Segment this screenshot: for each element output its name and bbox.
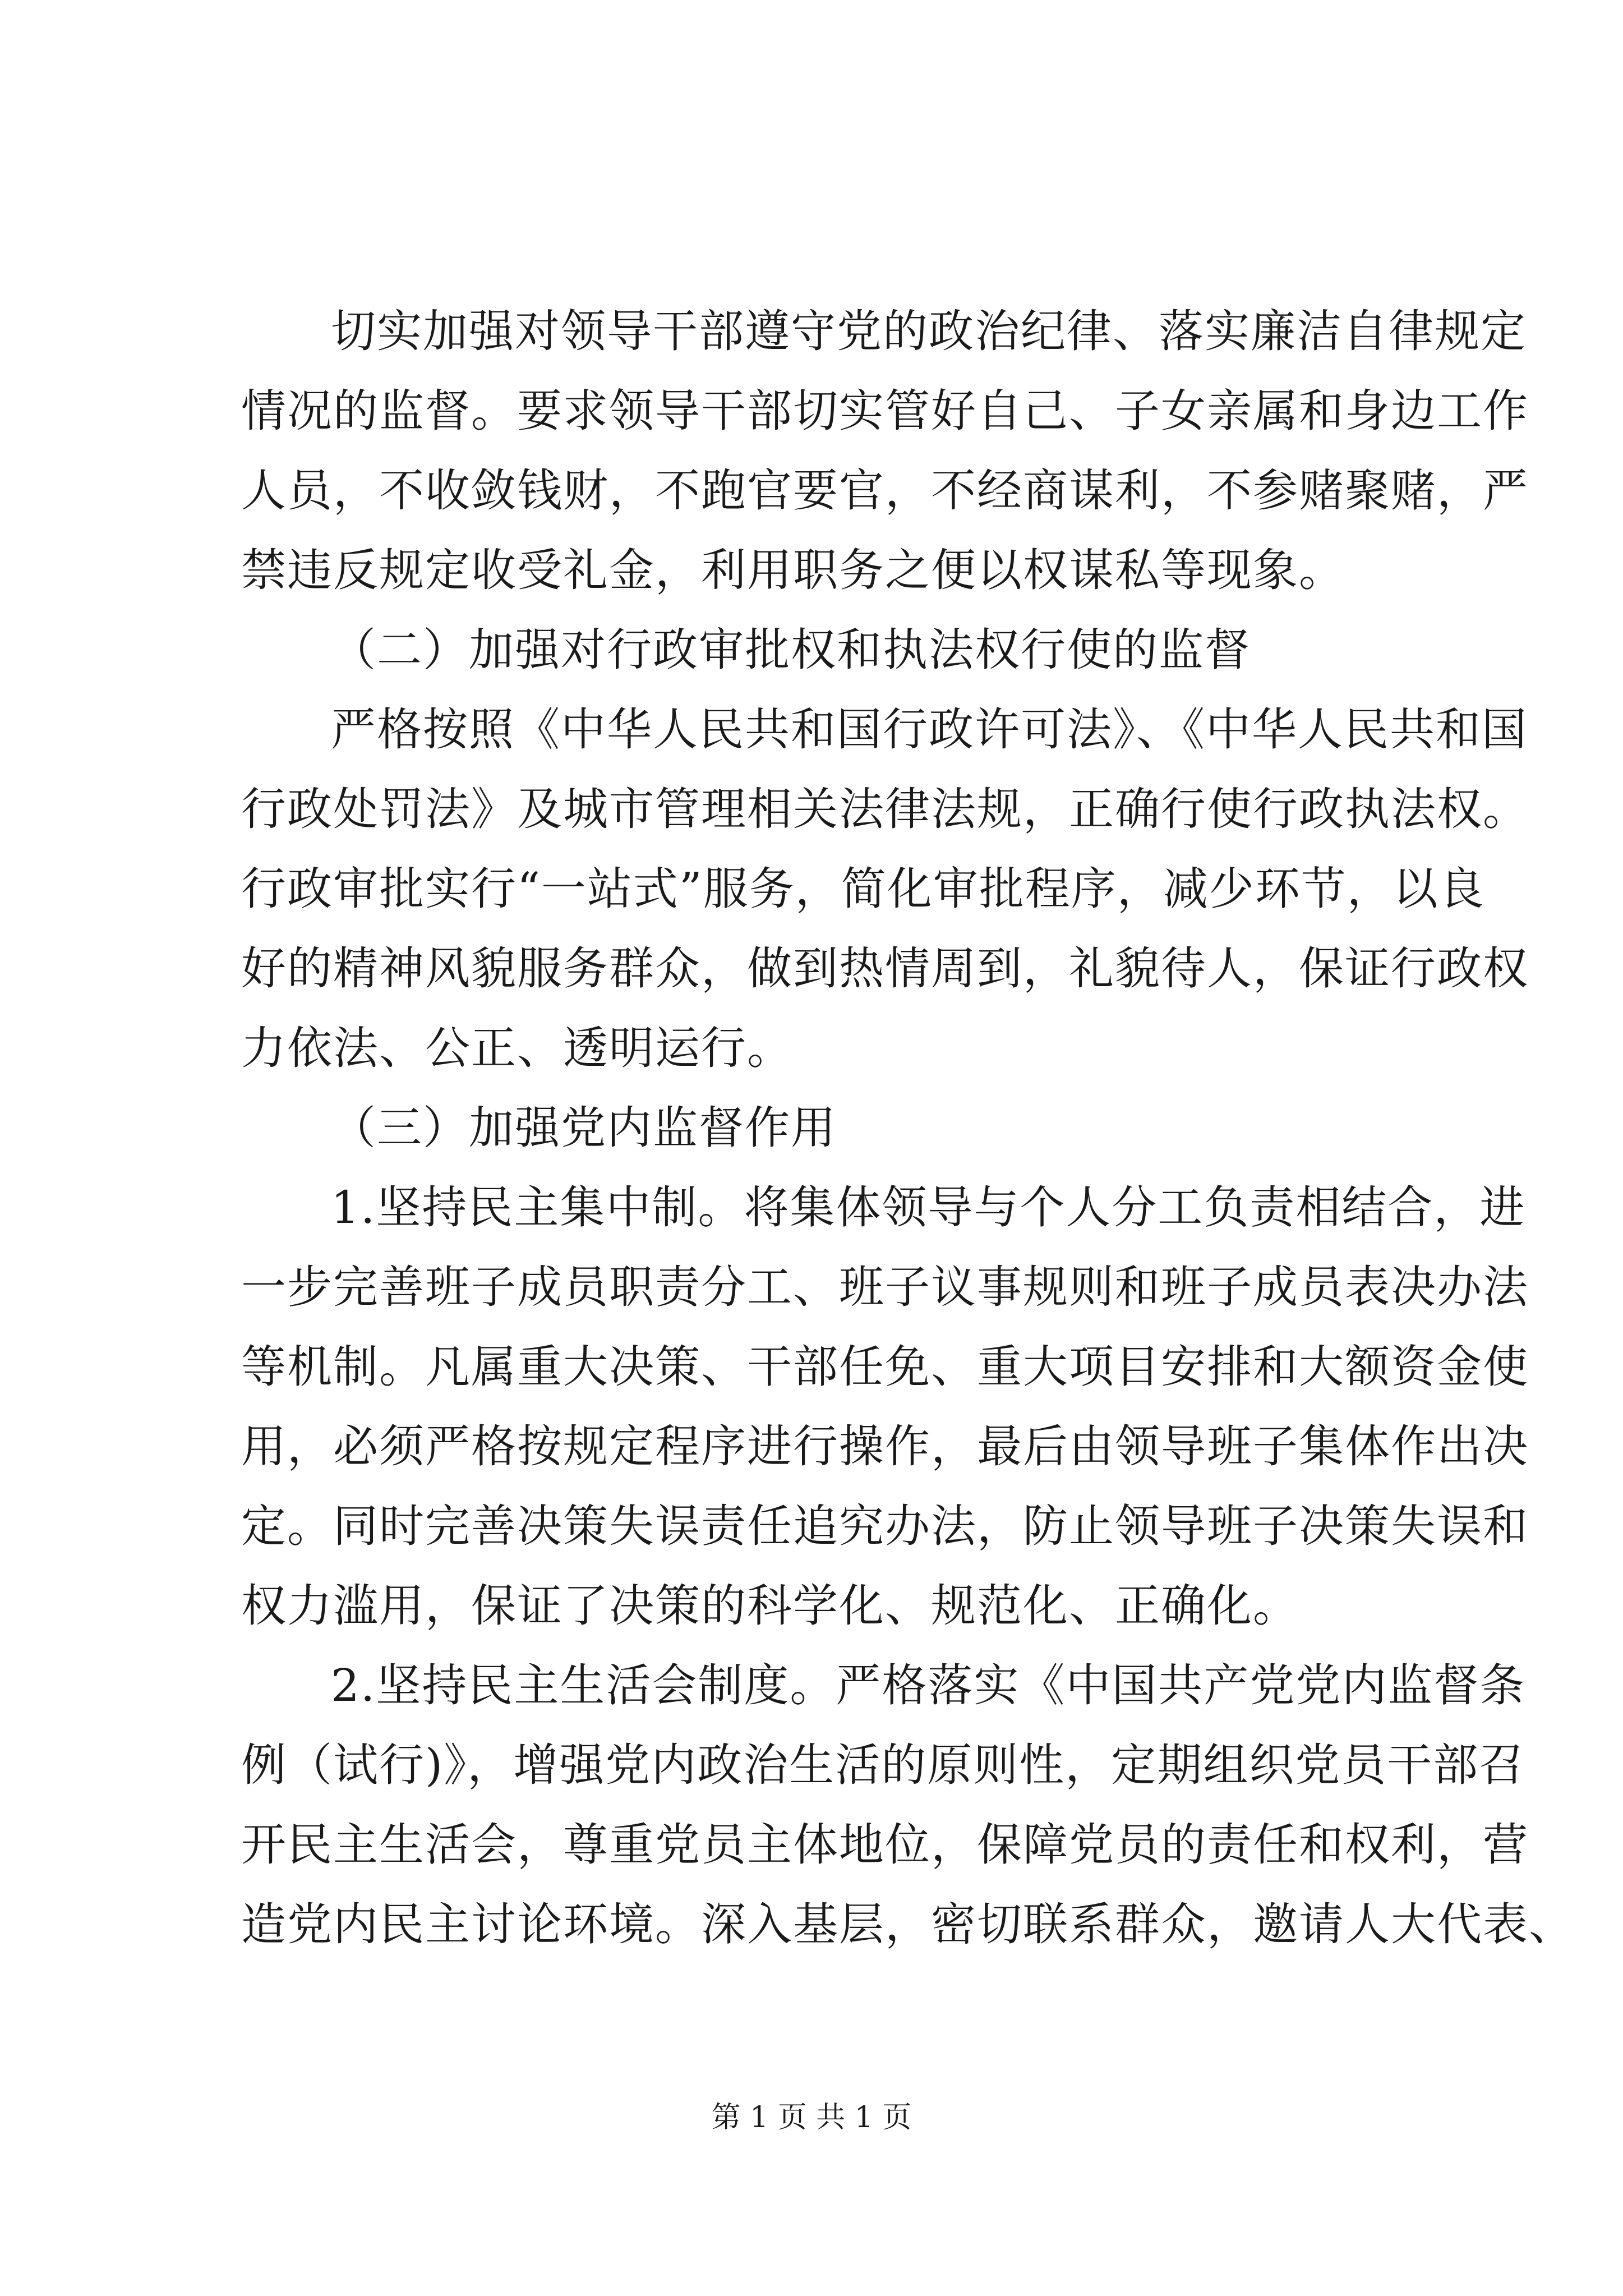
paragraph-line: 开民主生活会，尊重党员主体地位，保障党员的责任和权利，营: [241, 1819, 1529, 1871]
paragraph-line: 用，必须严格按规定程序进行操作，最后由领导班子集体作出决: [241, 1420, 1529, 1473]
paragraph-line: 2.坚持民主生活会制度。严格落实《中国共产党党内监督条: [331, 1659, 1526, 1711]
paragraph-line: 切实加强对领导干部遵守党的政治纪律、落实廉洁自律规定: [331, 305, 1527, 357]
section-heading: （三）加强党内监督作用: [331, 1102, 837, 1154]
paragraph-line: 情况的监督。要求领导干部切实管好自己、子女亲属和身边工作: [241, 385, 1529, 437]
paragraph-line: 严格按照《中华人民共和国行政许可法》、《中华人民共和国: [331, 703, 1528, 756]
paragraph-line: 行政处罚法》及城市管理相关法律法规，正确行使行政执法权。: [241, 783, 1529, 835]
paragraph-line: 造党内民主讨论环境。深入基层，密切联系群众，邀请人大代表、: [241, 1898, 1575, 1950]
paragraph-line: 禁违反规定收受礼金，利用职务之便以权谋私等现象。: [241, 544, 1345, 596]
paragraph-line: 行政审批实行“一站式”服务，简化审批程序，减少环节，以良: [241, 863, 1485, 915]
paragraph-line: 1.坚持民主集中制。将集体领导与个人分工负责相结合，进: [331, 1181, 1526, 1234]
paragraph-line: 权力滥用，保证了决策的科学化、规范化、正确化。: [241, 1580, 1299, 1632]
paragraph-line: 例（试行)》，增强党内政治生活的原则性，定期组织党员干部召: [241, 1739, 1525, 1791]
paragraph-line: 一步完善班子成员职责分工、班子议事规则和班子成员表决办法: [241, 1261, 1529, 1313]
section-heading: （二）加强对行政审批权和执法权行使的监督: [331, 624, 1251, 676]
paragraph-line: 定。同时完善决策失误责任追究办法，防止领导班子决策失误和: [241, 1500, 1529, 1552]
paragraph-line: 等机制。凡属重大决策、干部任免、重大项目安排和大额资金使: [241, 1341, 1529, 1393]
page-footer: 第 1 页 共 1 页: [711, 2101, 912, 2134]
paragraph-line: 人员，不收敛钱财，不跑官要官，不经商谋利，不参赌聚赌，严: [241, 464, 1529, 517]
document-body: [241, 292, 1575, 1964]
paragraph-line: 好的精神风貌服务群众，做到热情周到，礼貌待人，保证行政权: [241, 942, 1529, 995]
paragraph-line: 力依法、公正、透明运行。: [241, 1022, 793, 1074]
